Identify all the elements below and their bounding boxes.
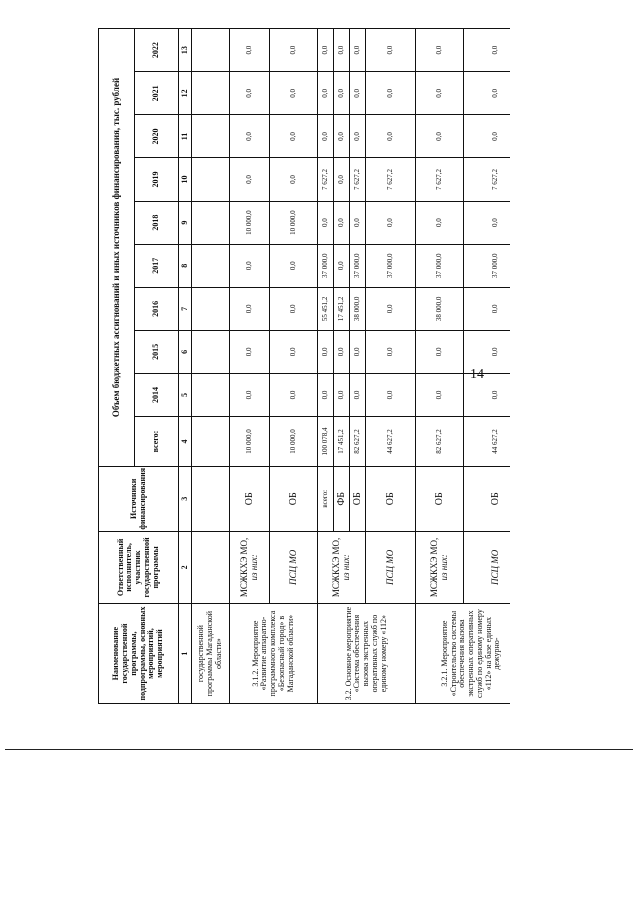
value-cell: 0,0 bbox=[334, 373, 350, 416]
value-cell: 0,0 bbox=[464, 330, 511, 373]
value-cell: 0,0 bbox=[366, 201, 416, 244]
header-name: Наименование государственной программы, подпрограммы, основных мероприятий, мероприятий bbox=[99, 604, 179, 704]
value-cell: 0,0 bbox=[416, 72, 464, 115]
row-name: 3.2. Основное мероприятие «Система обеспечения вызова экстренных оперативных служб по единому номеру «112» bbox=[318, 604, 416, 704]
row-source: ОБ bbox=[350, 466, 366, 531]
column-index: 9 bbox=[179, 201, 192, 244]
value-cell: 38 000,0 bbox=[416, 287, 464, 330]
value-cell: 0,0 bbox=[318, 373, 334, 416]
rotated-table-container bbox=[98, 28, 510, 704]
value-cell: 37 000,0 bbox=[366, 244, 416, 287]
value-cell: 0,0 bbox=[334, 115, 350, 158]
row-name: 3.2.1. Мероприятие «Строительство системы обеспечения вызова экстренных оперативных служб по единому номеру «112» на базе единых дежурно- bbox=[416, 604, 511, 704]
value-cell: 0,0 bbox=[366, 72, 416, 115]
header-year: 2014 bbox=[135, 373, 179, 416]
value-cell: 10 000,0 bbox=[270, 201, 318, 244]
column-index: 2 bbox=[179, 531, 192, 604]
row-source: всего: bbox=[318, 466, 334, 531]
value-cell: 0,0 bbox=[366, 287, 416, 330]
value-cell: 0,0 bbox=[416, 330, 464, 373]
value-cell: 0,0 bbox=[270, 158, 318, 201]
value-cell: 7 627,2 bbox=[464, 158, 511, 201]
value-cell: 0,0 bbox=[350, 373, 366, 416]
value-cell: 0,0 bbox=[334, 244, 350, 287]
value-cell: 0,0 bbox=[416, 115, 464, 158]
value-cell: 0,0 bbox=[318, 29, 334, 72]
header-year: 2018 bbox=[135, 201, 179, 244]
value-cell: 37 000,0 bbox=[464, 244, 511, 287]
value-cell: 7 627,2 bbox=[350, 158, 366, 201]
value-cell: 0,0 bbox=[230, 330, 270, 373]
value-cell: 7 627,2 bbox=[366, 158, 416, 201]
value-cell: 44 627,2 bbox=[366, 417, 416, 467]
value-cell: 7 627,2 bbox=[416, 158, 464, 201]
value-cell: 100 078,4 bbox=[318, 417, 334, 467]
row-source: ОБ bbox=[270, 466, 318, 531]
header-responsible: Ответственный исполнитель, участник государственной программы bbox=[99, 531, 179, 604]
value-cell: 0,0 bbox=[464, 373, 511, 416]
value-cell: 17 451,2 bbox=[334, 287, 350, 330]
value-cell: 82 627,2 bbox=[416, 417, 464, 467]
table-row bbox=[230, 29, 270, 704]
header-year: 2016 bbox=[135, 287, 179, 330]
table-row bbox=[464, 29, 511, 704]
value-cell: 0,0 bbox=[318, 72, 334, 115]
value-cell: 0,0 bbox=[318, 115, 334, 158]
table-row bbox=[192, 29, 230, 704]
column-index: 10 bbox=[179, 158, 192, 201]
header-volume: Объем бюджетных ассигнований и иных источников финансирования, тыс. рублей bbox=[99, 29, 135, 467]
value-cell: 0,0 bbox=[230, 29, 270, 72]
value-cell: 0,0 bbox=[334, 201, 350, 244]
value-cell: 0,0 bbox=[334, 29, 350, 72]
value-cell: 0,0 bbox=[230, 72, 270, 115]
value-cell: 0,0 bbox=[350, 115, 366, 158]
header-source: Источники финансирования bbox=[99, 466, 179, 531]
value-cell: 7 627,2 bbox=[318, 158, 334, 201]
row-sub-responsible: ПСЦ МО bbox=[464, 531, 511, 604]
column-index: 13 bbox=[179, 29, 192, 72]
column-index: 7 bbox=[179, 287, 192, 330]
value-cell: 0,0 bbox=[350, 330, 366, 373]
value-cell: 0,0 bbox=[318, 330, 334, 373]
value-cell: 0,0 bbox=[464, 287, 511, 330]
budget-table bbox=[98, 28, 510, 704]
value-cell: 10 000,0 bbox=[270, 417, 318, 467]
value-cell: 10 000,0 bbox=[230, 201, 270, 244]
value-cell: 0,0 bbox=[416, 201, 464, 244]
header-year: 2020 bbox=[135, 115, 179, 158]
row-sub-responsible: ПСЦ МО bbox=[366, 531, 416, 604]
column-index: 11 bbox=[179, 115, 192, 158]
column-index: 5 bbox=[179, 373, 192, 416]
header-total: всего: bbox=[135, 417, 179, 467]
value-cell: 17 451,2 bbox=[334, 417, 350, 467]
value-cell: 0,0 bbox=[230, 244, 270, 287]
value-cell: 0,0 bbox=[416, 29, 464, 72]
table-row bbox=[318, 29, 334, 704]
row-source: ОБ bbox=[416, 466, 464, 531]
value-cell: 0,0 bbox=[270, 72, 318, 115]
value-cell: 0,0 bbox=[270, 330, 318, 373]
value-cell: 0,0 bbox=[416, 373, 464, 416]
value-cell: 82 627,2 bbox=[350, 417, 366, 467]
value-cell: 0,0 bbox=[464, 29, 511, 72]
row-source: ОБ bbox=[366, 466, 416, 531]
value-cell: 10 000,0 bbox=[230, 417, 270, 467]
value-cell: 0,0 bbox=[270, 29, 318, 72]
value-cell: 44 627,2 bbox=[464, 417, 511, 467]
value-cell: 55 451,2 bbox=[318, 287, 334, 330]
table-row bbox=[366, 29, 416, 704]
page-divider-line bbox=[5, 749, 633, 750]
value-cell: 0,0 bbox=[318, 201, 334, 244]
value-cell: 0,0 bbox=[366, 330, 416, 373]
value-cell: 0,0 bbox=[350, 29, 366, 72]
row-source: ОБ bbox=[230, 466, 270, 531]
value-cell: 0,0 bbox=[230, 158, 270, 201]
row-responsible: МСЖКХЭ МО, из них: bbox=[230, 531, 270, 604]
program-name-continuation: государственной программы Магаданской области» bbox=[192, 604, 230, 704]
row-responsible: МСЖКХЭ МО, из них: bbox=[416, 531, 464, 604]
row-sub-responsible: ПСЦ МО bbox=[270, 531, 318, 604]
column-index: 1 bbox=[179, 604, 192, 704]
column-index: 12 bbox=[179, 72, 192, 115]
value-cell: 37 000,0 bbox=[416, 244, 464, 287]
row-name: 3.1.2. Мероприятие «Развитие аппаратно-программного комплекса «Безопасный город» в Магаданской области» bbox=[230, 604, 318, 704]
value-cell: 38 000,0 bbox=[350, 287, 366, 330]
column-index: 8 bbox=[179, 244, 192, 287]
value-cell: 0,0 bbox=[464, 201, 511, 244]
page-number: 14 bbox=[470, 367, 484, 382]
value-cell: 0,0 bbox=[334, 158, 350, 201]
value-cell: 0,0 bbox=[464, 72, 511, 115]
value-cell: 0,0 bbox=[270, 244, 318, 287]
value-cell: 0,0 bbox=[270, 287, 318, 330]
row-responsible: МСЖКХЭ МО, из них: bbox=[318, 531, 366, 604]
value-cell: 0,0 bbox=[366, 373, 416, 416]
column-index-row bbox=[179, 29, 192, 704]
header-year: 2019 bbox=[135, 158, 179, 201]
row-source: ФБ bbox=[334, 466, 350, 531]
column-index: 4 bbox=[179, 417, 192, 467]
table-row bbox=[416, 29, 464, 704]
value-cell: 0,0 bbox=[334, 330, 350, 373]
value-cell: 0,0 bbox=[230, 373, 270, 416]
value-cell: 0,0 bbox=[350, 72, 366, 115]
header-year: 2017 bbox=[135, 244, 179, 287]
value-cell: 0,0 bbox=[270, 115, 318, 158]
value-cell: 37 000,0 bbox=[318, 244, 334, 287]
header-year: 2015 bbox=[135, 330, 179, 373]
value-cell: 0,0 bbox=[334, 72, 350, 115]
value-cell: 0,0 bbox=[230, 115, 270, 158]
column-index: 3 bbox=[179, 466, 192, 531]
value-cell: 0,0 bbox=[270, 373, 318, 416]
header-year: 2022 bbox=[135, 29, 179, 72]
column-index: 6 bbox=[179, 330, 192, 373]
table-row bbox=[270, 29, 318, 704]
header-year: 2021 bbox=[135, 72, 179, 115]
value-cell: 0,0 bbox=[230, 287, 270, 330]
row-source: ОБ bbox=[464, 466, 511, 531]
value-cell: 37 000,0 bbox=[350, 244, 366, 287]
value-cell: 0,0 bbox=[366, 115, 416, 158]
value-cell: 0,0 bbox=[464, 115, 511, 158]
budget-table-region bbox=[98, 28, 510, 704]
value-cell: 0,0 bbox=[350, 201, 366, 244]
value-cell: 0,0 bbox=[366, 29, 416, 72]
